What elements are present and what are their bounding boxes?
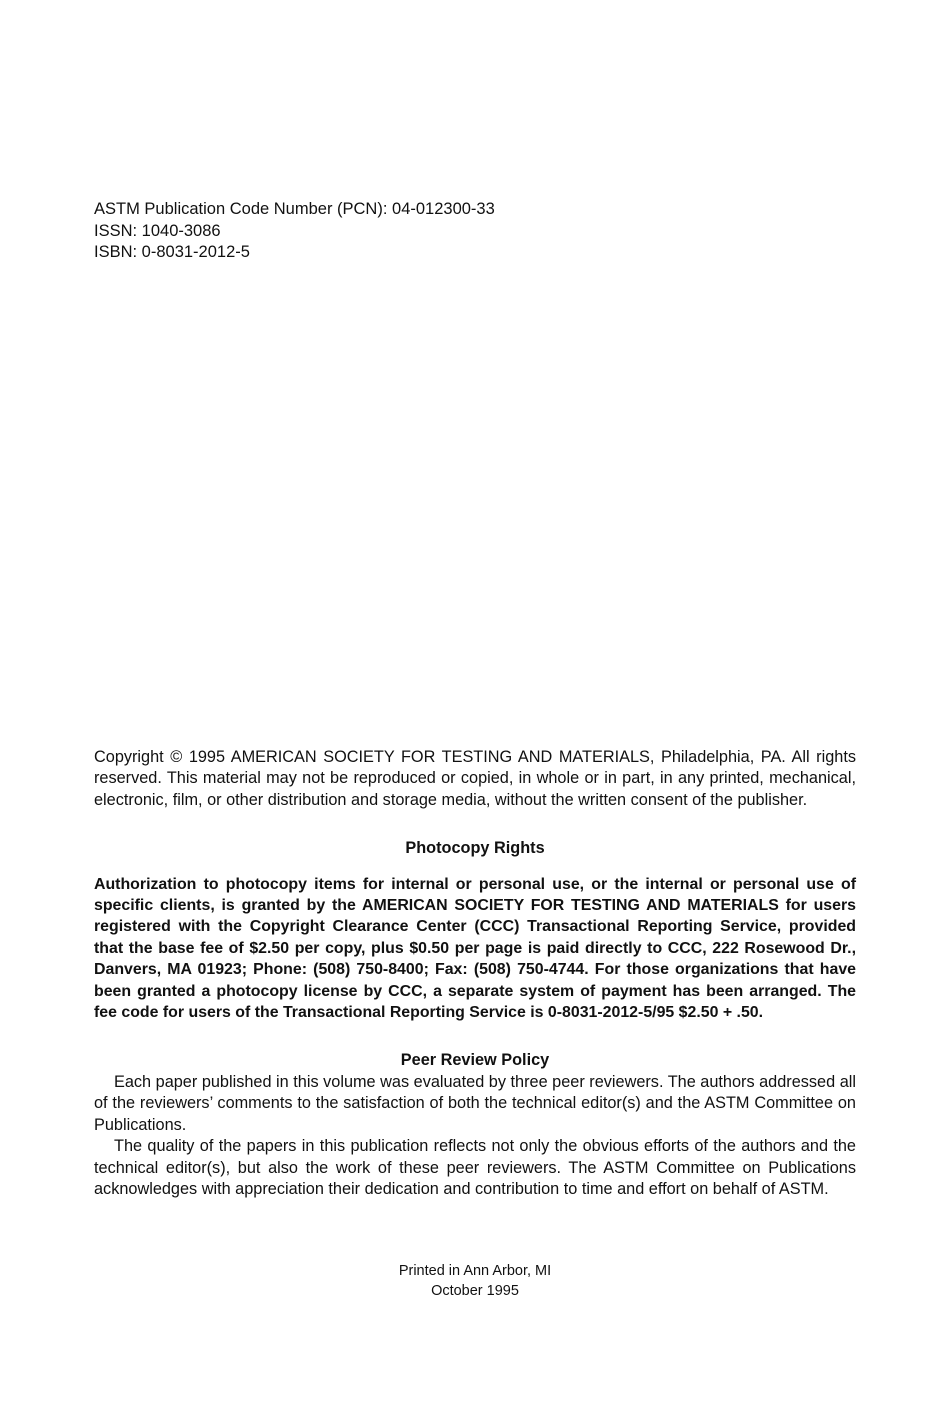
peer-review-paragraph-2: The quality of the papers in this publication reflects not only the obvious efforts of the authors and the technical editor(s), but also the work of these peer reviewers. The ASTM Committee on Publications acknowledges with appreciation their dedication and contribution to time and effort on behalf of ASTM. xyxy=(94,1137,856,1198)
printing-info xyxy=(0,1262,950,1301)
legal-notices xyxy=(94,747,856,1200)
photocopy-rights-text: Authorization to photocopy items for internal or personal use, or the internal or personal use of specific clients, is granted by the AMERICAN SOCIETY FOR TESTING AND MATERIALS for users registered with the Copyright Clearance Center (CCC) Transactional Reporting Service, provided that the base fee of $2.50 per copy, plus $0.50 per page is paid directly to CCC, 222 Rosewood Dr., Danvers, MA 01923; Phone: (508) 750-8400; Fax: (508) 750-4744. For those organizations that have been granted a photocopy license by CCC, a separate system of payment has been arranged. The fee code for users of the Transactional Reporting Service is 0-8031-2012-5/95 $2.50 + .50. xyxy=(94,875,856,1022)
pcn-line: ASTM Publication Code Number (PCN): 04-012300-33 xyxy=(94,200,495,218)
publication-identifiers xyxy=(94,199,854,264)
peer-review-paragraph-1: Each paper published in this volume was evaluated by three peer reviewers. The authors addressed all of the reviewers’ comments to the satisfaction of both the technical editor(s) and the ASTM Committee on Publications. xyxy=(94,1072,856,1134)
printed-date: October 1995 xyxy=(431,1282,519,1299)
copyright-notice: Copyright © 1995 AMERICAN SOCIETY FOR TESTING AND MATERIALS, Philadelphia, PA. All rights reserved. This material may not be reproduced or copied, in whole or in part, in any printed, mechanical, electronic, film, or other distribution and storage media, without the written consent of the publisher. xyxy=(94,748,856,809)
issn-line: ISSN: 1040-3086 xyxy=(94,221,221,240)
printed-location: Printed in Ann Arbor, MI xyxy=(398,1263,552,1279)
isbn-line: ISBN: 0-8031-2012-5 xyxy=(94,243,250,261)
photocopy-rights-heading: Photocopy Rights xyxy=(405,839,545,858)
peer-review-heading: Peer Review Policy xyxy=(400,1051,550,1070)
